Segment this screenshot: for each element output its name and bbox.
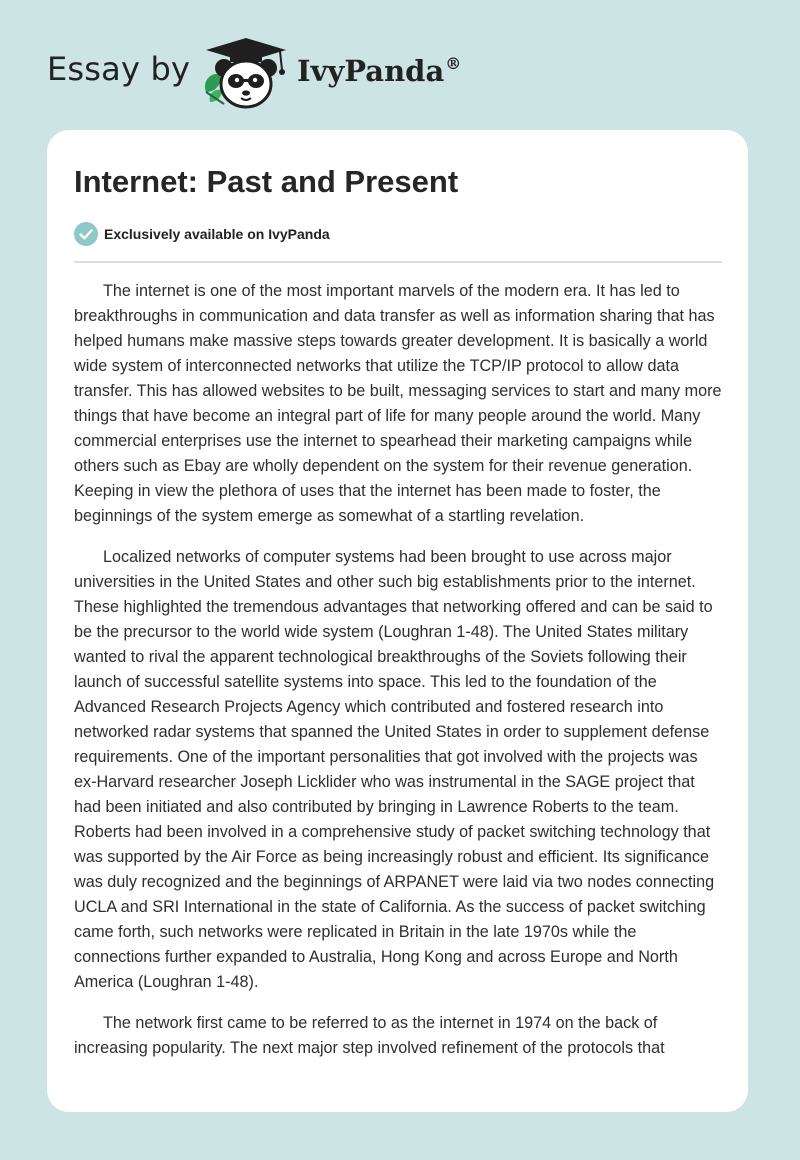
brand-name[interactable] bbox=[297, 54, 461, 88]
divider bbox=[74, 261, 722, 263]
registered-mark: ® bbox=[445, 54, 462, 73]
brand-text: IvyPanda bbox=[297, 54, 445, 88]
site-header bbox=[0, 0, 800, 120]
essay-body bbox=[74, 279, 722, 1077]
paragraph: The internet is one of the most important marvels of the modern era. It has led to breakthroughs in communication and data transfer as well as information sharing that has helped humans make massive steps towards greater development. It is basically a world wide system of interconnected networks that utilize the TCP/IP protocol to allow data transfer. This has allowed websites to be built, messaging services to start and many more things that have become an integral part of life for many people around the world. Many commercial enterprises use the internet to spearhead their marketing campaigns while others such as Ebay are wholly dependent on the system for their revenue generation. Keeping in view the plethora of uses that the internet has been made to foster, the beginnings of the system emerge as somewhat of a startling revelation. bbox=[74, 282, 722, 525]
exclusive-badge bbox=[74, 222, 330, 246]
paragraph: The network first came to be referred to as the internet in 1974 on the back of increasing popularity. The next major step involved refinement of the protocols that bbox=[74, 1014, 665, 1057]
panda-logo-icon[interactable] bbox=[200, 34, 292, 112]
essay-card bbox=[47, 130, 748, 1112]
paragraph: Localized networks of computer systems had been brought to use across major universities in the United States and other such big establishments prior to the internet. These highlighted the tremendous advantages that networking offered and can be said to be the precursor to the world wide system (Loughran 1-48). The United States military wanted to rival the apparent technological breakthroughs of the Soviets following their launch of successful satellite systems into space. This led to the foundation of the Advanced Research Projects Agency which contributed and fostered research into networked radar systems that spanned the United States in order to supplement defense requirements. One of the important personalities that got involved with the projects was ex-Harvard researcher Joseph Licklider who was instrumental in the SAGE project that had been initiated and also contributed by bringing in Lawrence Roberts to the team. Roberts had been involved in a comprehensive study of packet switching technology that was supported by the Air Force as being increasingly robust and efficient. Its significance was duly recognized and the beginnings of ARPANET were laid via two nodes connecting UCLA and SRI International in the state of California. As the success of packet switching came forth, such networks were replicated in Britain in the late 1970s while the connections further expanded to Australia, Hong Kong and across Europe and North America (Loughran 1-48). bbox=[74, 548, 715, 991]
essay-by-label: Essay by bbox=[47, 50, 191, 88]
page-title: Internet: Past and Present bbox=[74, 164, 459, 199]
check-circle-icon bbox=[74, 222, 98, 246]
exclusive-badge-text: Exclusively available on IvyPanda bbox=[104, 226, 330, 242]
